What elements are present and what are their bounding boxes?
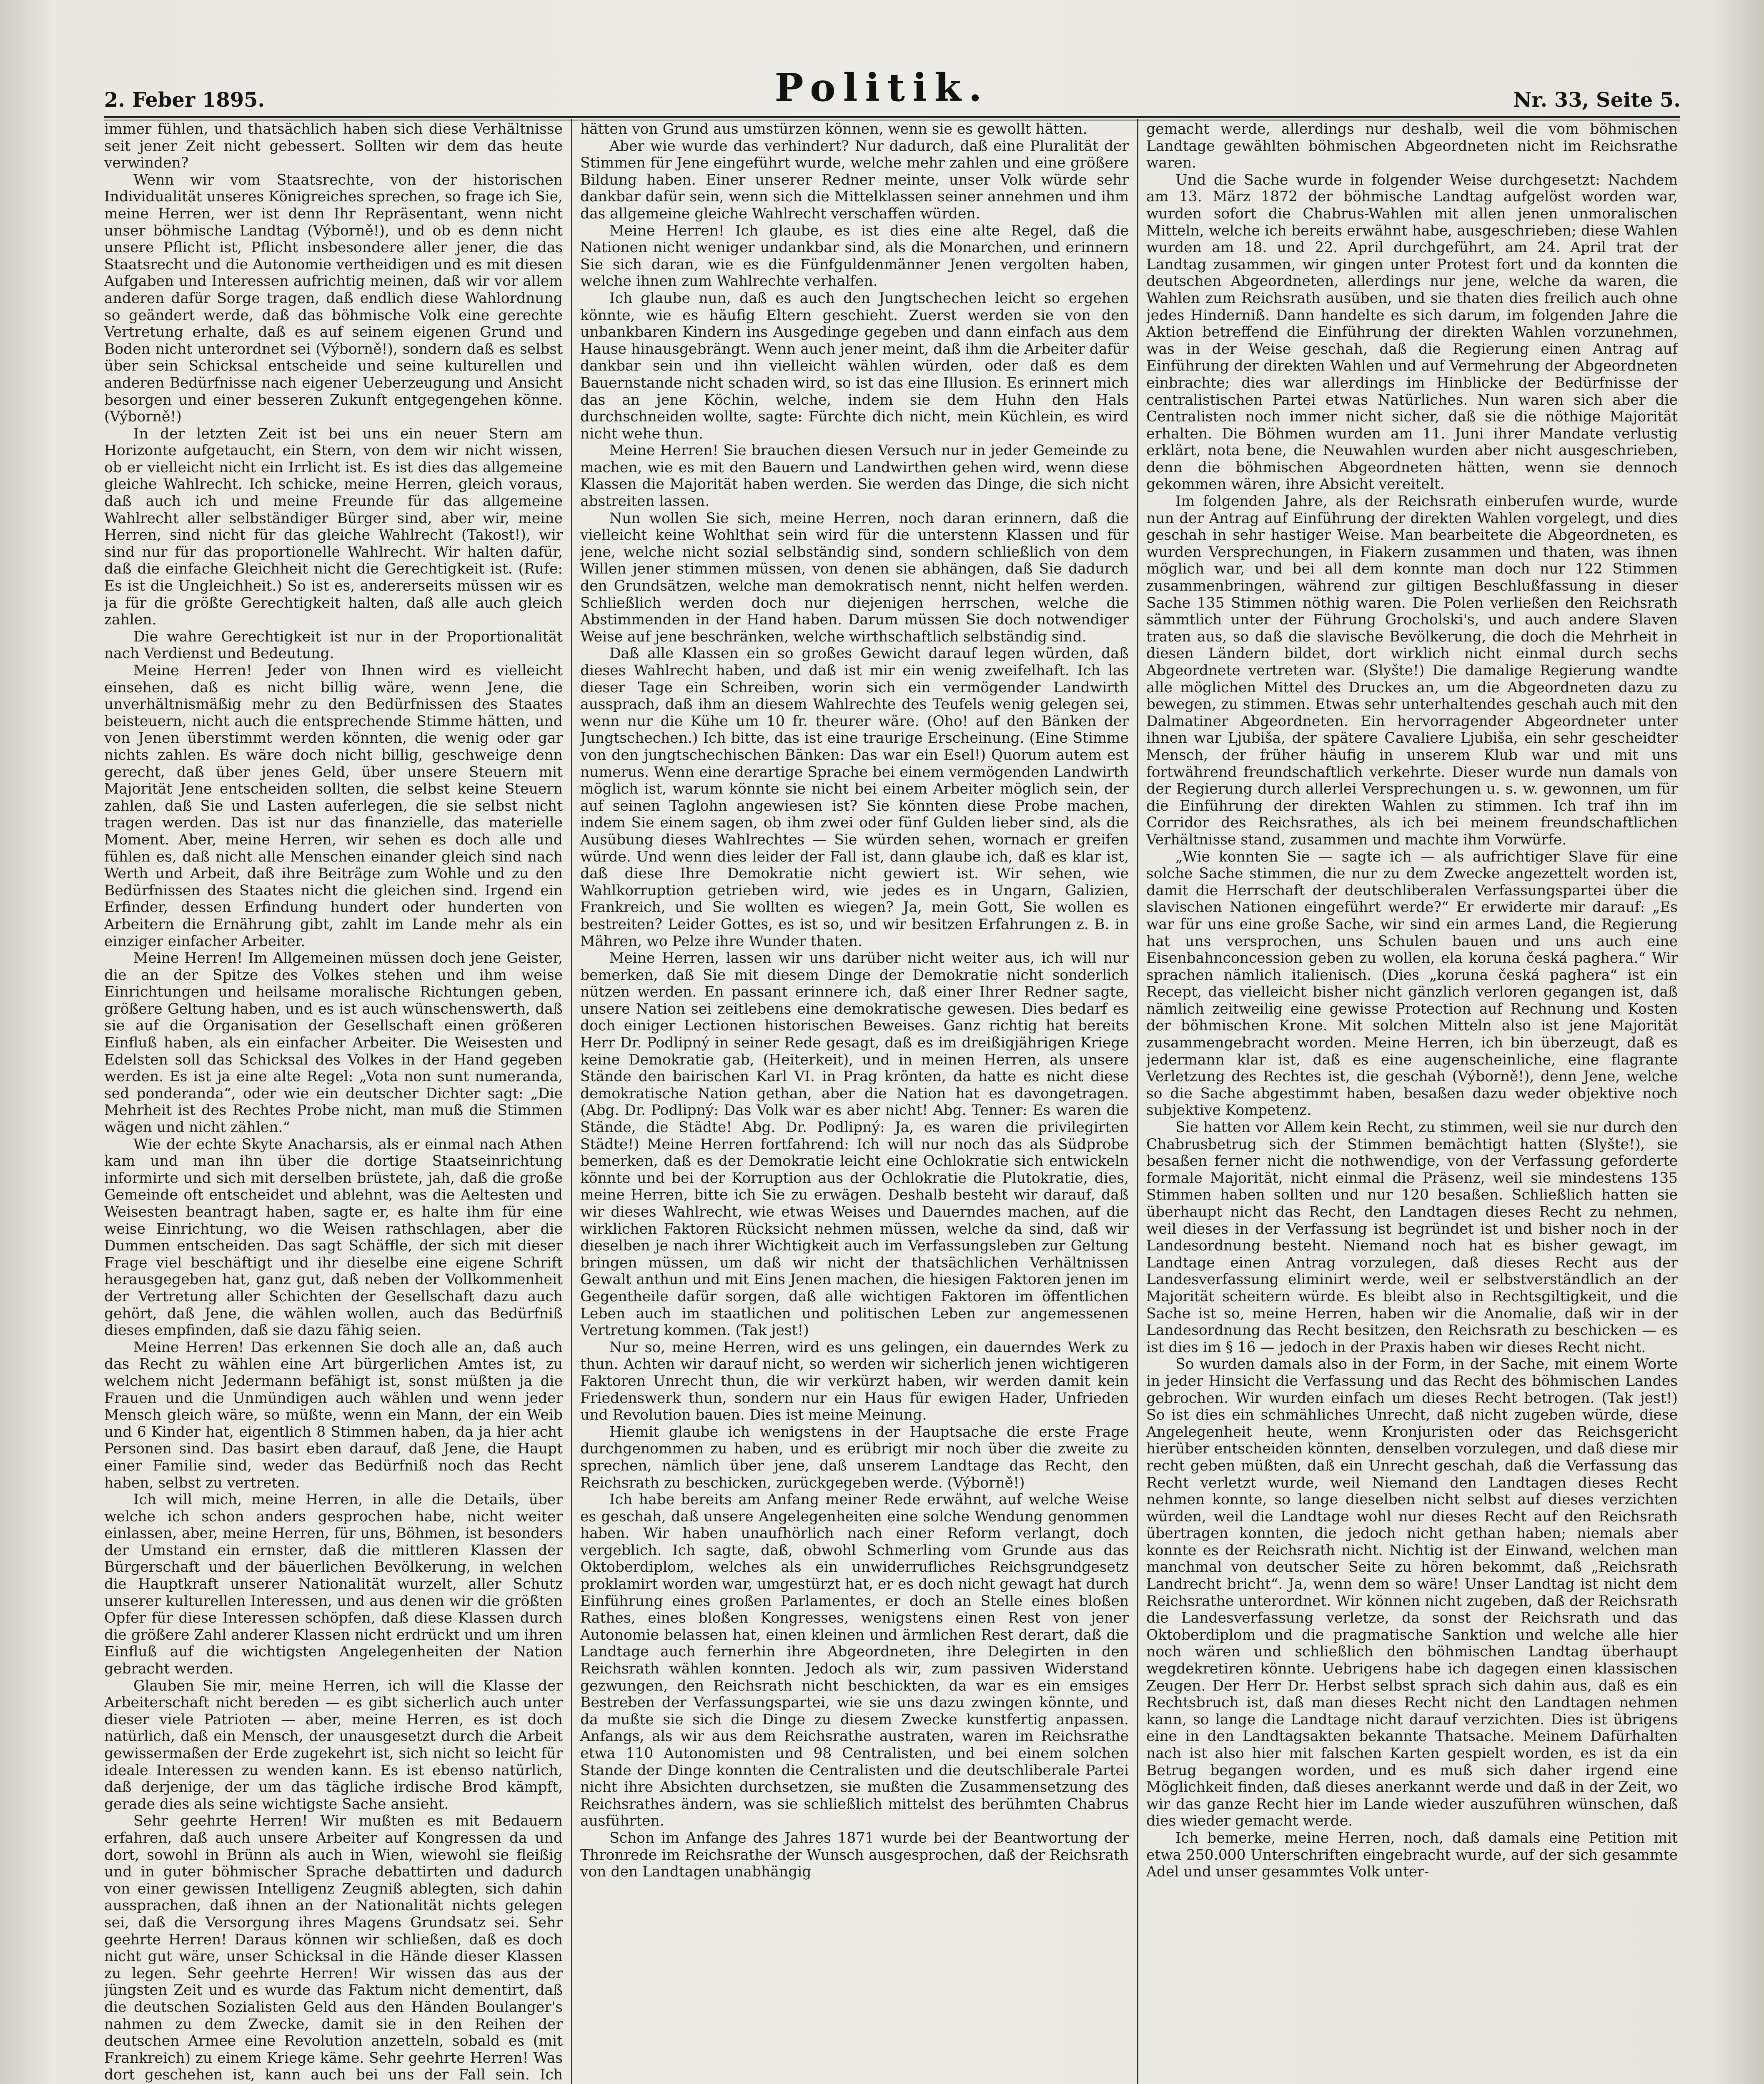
paragraph: Meine Herren! Jeder von Ihnen wird es vielleicht einsehen, daß es nicht billig wäre, wenn Jene, die unverhältnismäßig mehr zu den Bedürfnissen des Staates beisteuern, nicht auch die entsprechende Stimme hätten, und von Jenen überstimmt werden könnten, die wenig oder gar nichts zahlen. Es wäre doch nicht billig, geschweige denn gerecht, daß über jenes Geld, über unsere Steuern mit Majorität Jene entscheiden sollten, die selbst keine Steuern zahlen, daß Sie und Lasten auferlegen, die sie selbst nicht tragen werden. Das ist nur das finanzielle, das materielle Moment. Aber, meine Herren, wir sehen es doch alle und fühlen es, daß nicht alle Menschen einander gleich sind nach Werth und Arbeit, daß ihre Beiträge zum Wohle und zu den Bedürfnissen des Staates nicht die gleichen sind. Irgend ein Erfinder, dessen Erfindung hundert oder hunderten von Arbeitern die Ernährung gibt, zahlt im Lande mehr als ein einziger einfacher Arbeiter. [104,662,563,950]
header-rule [104,116,1680,120]
column-2 [580,121,1129,2084]
column-divider [571,119,572,2084]
paragraph: hätten von Grund aus umstürzen können, wenn sie es gewollt hätten. [580,121,1087,138]
paragraph: Sie hatten vor Allem kein Recht, zu stimmen, weil sie nur durch den Chabrusbetrug sich der Stimmen bemächtigt hatten (Slyšte!), sie besaßen ferner nicht die nothwendige, von der Verfassung geforderte formale Majorität, nicht einmal die Präsenz, weil sie mindestens 135 Stimmen haben sollten und nur 120 besaßen. Schließlich hatten sie überhaupt nicht das Recht, den Landtagen dieses Recht zu nehmen, weil dieses in der Verfassung ist begründet ist und bisher noch in der Landesordnung besteht. Niemand noch hat es bisher gewagt, im Landtage einen Antrag vorzulegen, daß dieses Recht aus der Landesverfassung eliminirt werde, weil er selbstverständlich an der Majorität scheitern würde. Es bleibt also in Rechtsgiltigkeit, und die Sache ist so, meine Herren, haben wir die Anomalie, daß wir in der Landesordnung das Recht besitzen, den Reichsrath zu beschicken — es ist dies im § 16 — jedoch in der Praxis haben wir dieses Recht nicht. [1146,1119,1678,1356]
paragraph: Meine Herren! Das erkennen Sie doch alle an, daß auch das Recht zu wählen eine Art bürgerlichen Amtes ist, zu welchem nicht Jedermann befähigt ist, sonst müßten ja die Frauen und die Unmündigen auch wählen und wenn jeder Mensch gleich wäre, so müßte, wenn ein Mann, der ein Weib und 6 Kinder hat, eigentlich 8 Stimmen haben, da ja hier acht Personen sind. Das basirt eben darauf, daß Jene, die Haupt einer Familie sind, weder das Bedürfniß noch das Recht haben, selbst zu vertreten. [104,1339,563,1491]
paragraph: Wenn wir vom Staatsrechte, von der historischen Individualität unseres Königreiches sprechen, so frage ich Sie, meine Herren, wer ist denn Ihr Repräsentant, wenn nicht unser böhmische Landtag (Výborně!), und ob es denn nicht unsere Pflicht ist, Pflicht insbesondere aller jener, die das Staatsrecht und die Autonomie vertheidigen und es mit diesen Aufgaben und Interessen aufrichtig meinen, daß wir vor allem anderen dafür Sorge tragen, daß endlich diese Wahlordnung so geändert werde, daß das böhmische Volk eine gerechte Vertretung erhalte, daß es auf seinem eigenen Grund und Boden nicht unterordnet sei (Výborně!), sondern daß es selbst über sein Schicksal entscheide und seine kulturellen und anderen Bedürfnisse nach eigener Ueberzeugung und Ansicht besorgen und einer besseren Zukunft entgegengehen könne. (Výborně!) [104,171,563,426]
paragraph: Wie der echte Skyte Anacharsis, als er einmal nach Athen kam und man ihn über die dortige Staatseinrichtung informirte und sich mit derselben brüstete, jah, daß die große Gemeinde oft entscheidet und ablehnt, was die Aeltesten und Weisesten beantragt haben, sagte er, es halte ihm für eine weise Einrichtung, wo die Weisen rathschlagen, aber die Dummen entscheiden. Das sagt Schäffle, der sich mit dieser Frage viel beschäftigt und ihr dieselbe eine eigene Schrift herausgegeben hat, ganz gut, daß neben der Vollkommenheit der Vertretung aller Schichten der Gesellschaft dazu auch gehört, daß Jene, die wählen wollen, auch das Bedürfniß dieses empfinden, daß sie dazu fähig seien. [104,1136,563,1339]
paragraph: Hiemit glaube ich wenigstens in der Hauptsache die erste Frage durchgenommen zu haben, und es erübrigt mir noch über die zweite zu sprechen, nämlich über jene, daß unserem Landtage das Recht, den Reichsrath zu beschicken, zurückgegeben werde. (Výborně!) [580,1423,1129,1491]
paragraph: So wurden damals also in der Form, in der Sache, mit einem Worte in jeder Hinsicht die Verfassung und das Recht des böhmischen Landes gebrochen. Wir wurden einfach um dieses Recht betrogen. (Tak jest!) So ist dies ein schmähliches Unrecht, daß nicht zugeben würde, diese Angelegenheit heute, wenn Kronjuristen oder das Reichsgericht hierüber entscheiden könnten, denselben vorzulegen, und daß diese mir recht geben müßten, daß ein Unrecht geschah, daß die Verfassung das Recht verletzt wurde, weil Niemand den Landtagen dieses Recht nehmen konnte, so lange dieselben nicht selbst auf dieses verzichten würden, weil die Landtage wohl nur dieses Recht auf den Reichsrath übertragen konnten, die jedoch nicht gethan haben; niemals aber konnte es der Reichsrath nicht. Nichtig ist der Einwand, welchen man manchmal von deutscher Seite zu hören bekommt, daß „Reichsrath Landrecht bricht“. Ja, wenn dem so wäre! Unser Landtag ist nicht dem Reichsrathe unterordnet. Wir können nicht zugeben, daß der Reichsrath die Landesverfassung verletze, da sonst der Reichsrath und das Oktoberdiplom und die pragmatische Sanktion und welche alle hier noch wären und schließlich den böhmischen Landtag überhaupt wegdekretiren könnte. Uebrigens habe ich dagegen einen klassischen Zeugen. Der Herr Dr. Herbst selbst sprach sich dahin aus, daß es ein Rechtsbruch ist, daß man dieses Recht nicht den Landtagen nehmen kann, so lange die Landtage nicht darauf verzichten. Dies ist übrigens eine in den Landtagsakten bekannte Thatsache. Meinem Dafürhalten nach ist also hier mit falschen Karten gespielt worden, es ist da ein Betrug begangen worden, und es muß sich daher irgend eine Möglichkeit finden, daß dieses anerkannt werde und daß in der Zeit, wo wir das ganze Recht hier im Lande wieder auszuführen wünschen, daß dies wieder gemacht werde. [1146,1356,1678,1830]
paragraph: Im folgenden Jahre, als der Reichsrath einberufen wurde, wurde nun der Antrag auf Einführung der direkten Wahlen vorgelegt, und dies geschah in sehr hastiger Weise. Man bearbeitete die Abgeordneten, es wurden Versprechungen, in Fiakern zusammen und thaten, was ihnen möglich war, und bei all dem konnte man doch nur 122 Stimmen zusammenbringen, während zur giltigen Beschlußfassung in dieser Sache 135 Stimmen nöthig waren. Die Polen verließen den Reichsrath sämmtlich unter der Führung Grocholski's, und auch andere Slaven traten aus, so daß die slavische Bevölkerung, die doch die Mehrheit in diesen Ländern bildet, dort wirklich nicht einmal durch sechs Abgeordnete vertreten war. (Slyšte!) Die damalige Regierung wandte alle möglichen Mittel des Druckes an, um die Abgeordneten dazu zu bewegen, zu stimmen. Etwas sehr unterhaltendes geschah auch mit den Dalmatiner Abgeordneten. Ein hervorragender Abgeordneter unter ihnen war Ljubiša, der spätere Cavaliere Ljubiša, ein sehr gescheidter Mensch, der früher häufig in unserem Klub war und mit uns fortwährend freundschaftlich verkehrte. Dieser wurde nun damals von der Regierung durch allerlei Versprechungen u. s. w. gewonnen, um für die Einführung der direkten Wahlen zu stimmen. Ich traf ihn im Corridor des Reichsrathes, als ich bei meinem freundschaftlichen Verhältnisse stand, zusammen und machte ihm Vorwürfe. [1146,493,1678,848]
paragraph: Schon im Anfange des Jahres 1871 wurde bei der Beantwortung der Thronrede im Reichsrathe der Wunsch ausgesprochen, daß der Reichsrath von den Landtagen unabhängig [580,1829,1129,1881]
column-3 [1146,121,1678,2084]
paragraph: Glauben Sie mir, meine Herren, ich will die Klasse der Arbeiterschaft nicht bereden — es gibt sicherlich auch unter dieser viele Patrioten — aber, meine Herren, es ist doch natürlich, daß ein Mensch, der unausgesetzt durch die Arbeit gewissermaßen der Erde zugekehrt ist, sich nicht so leicht für ideale Interessen zu wenden kann. Es ist ebenso natürlich, daß derjenige, der um das tägliche irdische Brod kämpft, gerade dies als seine wichtigste Sache ansieht. [104,1677,563,1813]
paragraph: Nun wollen Sie sich, meine Herren, noch daran erinnern, daß die vielleicht keine Wohlthat sein wird für die unterstenn Klassen und für jene, welche nicht sozial selbständig sind, sondern schließlich von dem Willen jener stimmen müssen, von denen sie abhängen, daß Sie dadurch den Grundsätzen, welche man demokratisch nennt, nicht helfen werden. Schließlich werden doch nur diejenigen herrschen, welche die Abstimmenden in der Hand haben. Darum müssen Sie doch notwendiger Weise auf jene beschränken, welche wirthschaftlich selbständig sind. [580,510,1129,645]
issue-date: 2. Feber 1895. [104,88,265,112]
masthead [0,63,1764,113]
paragraph: Daß alle Klassen ein so großes Gewicht darauf legen würden, daß dieses Wahlrecht haben, und daß ist mir ein wenig zweifelhaft. Ich las dieser Tage ein Schreiben, worin sich ein vermögender Landwirth aussprach, daß ihm an diesem Wahlrechte des Teufels wenig gelegen sei, wenn nur die Kühe um 10 fr. theurer wäre. (Oho! auf den Bänken der Jungtschechen.) Ich bitte, das ist eine traurige Erscheinung. (Eine Stimme von den jungtschechischen Bänken: Das war ein Esel!) Quorum autem est numerus. Wenn eine derartige Sprache bei einem vermögenden Landwirth möglich ist, warum könnte sie nicht bei einem Arbeiter möglich sein, der auf seinen Taglohn angewiesen ist? Sie könnten diese Probe machen, indem Sie einem sagen, ob ihm zwei oder fünf Gulden lieber sind, als die Ausübung dieses Wahlrechtes — Sie würden sehen, wornach er greifen würde. Und wenn dies leider der Fall ist, dann glaube ich, daß es klar ist, daß diese Ihre Demokratie nicht gewiert ist. Wir sehen, wie Wahlkorruption getrieben wird, wie jedes es in Ungarn, Galizien, Frankreich, und Sie wollten es wiegen? Ja, mein Gott, Sie wollen es bestreiten? Leider Gottes, es ist so, und wir besitzen Erfahrungen z. B. in Mähren, wo Pelze ihre Wunder thaten. [580,645,1129,950]
paragraph: Meine Herren! Sie brauchen diesen Versuch nur in jeder Gemeinde zu machen, wie es mit den Bauern und Landwirthen gehen wird, wenn diese Klassen die Majorität haben werden. Sie werden das Dinge, die sich nicht abstreiten lassen. [580,442,1129,510]
paragraph: Meine Herren! Im Allgemeinen müssen doch jene Geister, die an der Spitze des Volkes stehen und ihm weise Einrichtungen und heilsame moralische Richtungen geben, größere Geltung haben, und es ist auch wünschenswerth, daß sie auf die Organisation der Gesellschaft einen größeren Einfluß haben, als ein einfacher Arbeiter. Die Weisesten und Edelsten soll das Schicksal des Volkes in der Hand gegeben werden. Es ist ja eine alte Regel: „Vota non sunt numeranda, sed ponderanda“, oder wie ein deutscher Dichter sagt: „Die Mehrheit ist des Rechtes Probe nicht, man muß die Stimmen wägen und nicht zählen.“ [104,950,563,1136]
paragraph: Aber wie wurde das verhindert? Nur dadurch, daß eine Pluralität der Stimmen für Jene eingeführt wurde, welche mehr zahlen und eine größere Bildung haben. Einer unserer Redner meinte, unser Volk würde sehr dankbar dafür sein, wenn sich die Mittelklassen seiner annehmen und ihm das allgemeine gleiche Wahlrecht verschaffen würden. [580,138,1129,222]
paragraph: In der letzten Zeit ist bei uns ein neuer Stern am Horizonte aufgetaucht, ein Stern, von dem wir nicht wissen, ob er vielleicht nicht ein Irrlicht ist. Es ist dies das allgemeine gleiche Wahlrecht. Ich schicke, meine Herren, gleich voraus, daß auch ich und meine Freunde für das allgemeine Wahlrecht aller selbständiger Bürger sind, aber wir, meine Herren, sind nicht für das gleiche Wahlrecht (Takost!), wir sind nur für das proportionelle Wahlrecht. Wir halten dafür, daß die einfache Gleichheit nicht die Gerechtigkeit ist. (Rufe: Es ist die Ungleichheit.) So ist es, andererseits müssen wir es ja für die größte Gerechtigkeit halten, daß alle auch gleich zahlen. [104,425,563,629]
paragraph: Die wahre Gerechtigkeit ist nur in der Proportionalität nach Verdienst und Bedeutung. [104,628,563,662]
issue-number: Nr. 33, Seite 5. [1513,88,1681,112]
paragraph: gemacht werde, allerdings nur deshalb, weil die vom böhmischen Landtage gewählten böhmischen Abgeordneten nicht im Reichsrathe waren. [1146,121,1678,172]
paragraph: Ich glaube nun, daß es auch den Jungtschechen leicht so ergehen könnte, wie es häufig Eltern geschieht. Zuerst werden sie von den unbankbaren Kindern ins Ausgedinge gegeben und dann einfach aus dem Hause hinausgebrängt. Wenn auch jener meint, daß ihm die Arbeiter dafür dankbar sein und ihn vielleicht wählen würden, oder daß es dem Bauernstande nicht schaden wird, so ist das eine Illusion. Es erinnert mich das an jene Köchin, welche, indem sie dem Huhn den Hals durchschneiden wollte, sagte: Fürchte dich nicht, mein Küchlein, es wird nicht wehe thun. [580,290,1129,442]
paragraph: Ich will mich, meine Herren, in alle die Details, über welche ich schon anders gesprochen habe, nicht weiter einlassen, aber, meine Herren, für uns, Böhmen, ist besonders der Umstand ein ernster, daß die mittleren Klassen der Bürgerschaft und der bäuerlichen Bevölkerung, in welchen die Hauptkraft unserer Nationalität wurzelt, aller Schutz unserer kulturellen Interessen, und aus denen wir die größten Opfer für diese Interessen schöpfen, daß diese Klassen durch die größere Zahl anderer Klassen nicht erdrückt und um ihren Einfluß auf die wichtigsten Angelegenheiten der Nation gebracht werden. [104,1491,563,1678]
paragraph: Ich bemerke, meine Herren, noch, daß damals eine Petition mit etwa 250.000 Unterschriften eingebracht wurde, auf der sich gesammte Adel und unser gesammtes Volk unter- [1146,1829,1678,1881]
paragraph: „Wie konnten Sie — sagte ich — als aufrichtiger Slave für eine solche Sache stimmen, die nur zu dem Zwecke angezettelt worden ist, damit die Herrschaft der deutschliberalen Verfassungspartei über die slavischen Nationen eingeführt werde?“ Er erwiderte mir darauf: „Es war für uns eine große Sache, wir sind ein armes Land, die Regierung hat uns versprochen, uns Schulen bauen und uns auch eine Eisenbahnconcession geben zu wollen, ela koruna česká paghera.“ Wir sprachen nämlich italienisch. (Dies „koruna česká paghera“ ist ein Recept, das vielleicht bisher nicht gänzlich verloren gegangen ist, daß nämlich zeitweilig eine gewisse Protection auf Rechnung und Kosten der böhmischen Krone. Mit solchen Mitteln also ist jene Majorität zusammengebracht worden. Meine Herren, ich bin überzeugt, daß es jedermann klar ist, daß es eine augenscheinliche, eine flagrante Verletzung des Rechtes ist, die geschah (Výborně!), denn Jene, welche so die Sache abgestimmt haben, besaßen dazu weder objektive noch subjektive Kompetenz. [1146,848,1678,1119]
paragraph: Und die Sache wurde in folgender Weise durchgesetzt: Nachdem am 13. März 1872 der böhmische Landtag aufgelöst worden war, wurden sofort die Chabrus-Wahlen mit allen jenen unmoralischen Mitteln, welche ich bereits erwähnt habe, ausgeschrieben; diese Wahlen wurden am 18. und 22. April durchgeführt, am 24. April trat der Landtag zusammen, wir gingen unter Protest fort und da konnten die deutschen Abgeordneten, allerdings nur jene, welche da waren, die Wahlen zum Reichsrath ausüben, und sie thaten dies freilich auch ohne jedes Hinderniß. Dann handelte es sich darum, im folgenden Jahre die Aktion betreffend die Einführung der direkten Wahlen vorzunehmen, was in der Weise geschah, daß die Regierung einen Antrag auf Einführung der direkten Wahlen und auf Vermehrung der Abgeordneten einbrachte; dies war allerdings im Hinblicke der Bedürfnisse der centralistischen Partei etwas Natürliches. Nun waren sich aber die Centralisten noch immer nicht sicher, daß sie die nöthige Majorität erhalten. Die Böhmen wurden am 11. Juni ihrer Mandate verlustig erklärt, nota bene, die Neuwahlen wurden aber nicht ausgeschrieben, denn die böhmischen Abgeordneten hätten, wenn sie dennoch gekommen wären, ihre Absicht vereitelt. [1146,171,1678,493]
paragraph: Ich habe bereits am Anfang meiner Rede erwähnt, auf welche Weise es geschah, daß unsere Angelegenheiten eine solche Wendung genommen haben. Wir haben unaufhörlich nach einer Reform verlangt, doch vergeblich. Ich sagte, daß, obwohl Schmerling vom Grunde aus das Oktoberdiplom, welches als ein unwiderrufliches Reichsgrundgesetz proklamirt worden war, umgestürzt hat, er es doch nicht gewagt hat durch Einführung eines großen Parlamentes, er doch an Stelle eines bloßen Rathes, eines bloßen Kongresses, wenigstens einen Rest von jener Autonomie belassen hat, einen kleinen und ärmlichen Rest derart, daß die Landtage auch fernerhin ihre Abgeordneten, ihre Delegirten in den Reichsrath wählen konnten. Jedoch als wir, zum passiven Widerstand gezwungen, den Reichsrath nicht beschickten, da war es ein emsiges Bestreben der Verfassungspartei, wie sie uns dazu zwingen könnte, und da mußte sie sich die Dinge zu diesem Zwecke kunstfertig anpassen. Anfangs, als wir aus dem Reichsrathe austraten, waren im Reichsrathe etwa 110 Autonomisten und 98 Centralisten, und bei einem solchen Stande der Dinge konnten die Centralisten und die deutschliberale Partei nicht ihre Absichten durchsetzen, sie mußten die Zusammensetzung des Reichsrathes ändern, was sie schließlich mittelst des berühmten Chabrus ausführten. [580,1491,1129,1830]
column-1 [104,121,563,2084]
paragraph: immer fühlen, und thatsächlich haben sich diese Verhältnisse seit jener Zeit nicht gebessert. Sollten wir dem das heute verwinden? [104,121,563,172]
paragraph: Meine Herren, lassen wir uns darüber nicht weiter aus, ich will nur bemerken, daß Sie mit diesem Dinge der Demokratie nicht sonderlich nützen werden. En passant erinnere ich, daß einer Ihrer Redner sagte, unsere Nation sei zeitlebens eine demokratische gewesen. Dies bedarf es doch einiger Lectionen historischen Beweises. Ganz richtig hat bereits Herr Dr. Podlipný in seiner Rede gesagt, daß es im dreißigjährigen Kriege keine Demokratie gab, (Heiterkeit), und in meinen Herren, als unsere Stände den bairischen Karl VI. in Prag krönten, da hatte es nicht diese demokratische Nation gethan, aber die Nation hat es davongetragen. (Abg. Dr. Podlipný: Das Volk war es aber nicht! Abg. Tenner: Es waren die Stände, die Städte! Abg. Dr. Podlipný: Ja, es waren die privilegirten Städte!) Meine Herren fortfahrend: Ich will nur noch das als Südprobe bemerken, daß es der Demokratie leicht eine Ochlokratie sich entwickeln könnte und bei der Korruption aus der Ochlokratie die Plutokratie, dies, meine Herren, bitte ich Sie zu erwägen. Deshalb besteht wir darauf, daß wir dieses Wahlrecht, wie etwas Weises und Dauerndes machen, auf die wirklichen Faktoren Rücksicht nehmen müssen, welche da sind, daß wir dieselben je nach ihrer Wichtigkeit auch im Verfassungsleben zur Geltung bringen müssen, um daß wir nicht der thatsächlichen Verhältnissen Gewalt anthun und mit Eins Jenen machen, die hiesigen Faktoren jenen im Gegentheile dafür sorgen, daß alle wichtigen Faktoren im öffentlichen Leben auch im staatlichen und politischen Leben zur angemessenen Vertretung kommen. (Tak jest!) [580,950,1129,1339]
paragraph: Meine Herren! Ich glaube, es ist dies eine alte Regel, daß die Nationen nicht weniger undankbar sind, als die Monarchen, und erinnern Sie sich daran, wie es die Fünfguldenmänner Jenen vergolten haben, welche ihnen zum Wahlrechte verhalfen. [580,222,1129,290]
paragraph: Sehr geehrte Herren! Wir mußten es mit Bedauern erfahren, daß auch unsere Arbeiter auf Kongressen da und dort, sowohl in Brünn als auch in Wien, wiewohl sie fleißig und in guter böhmischer Sprache debattirten und dadurch von einer gewissen Intelligenz Zeugniß ablegten, sich dahin aussprachen, daß ihnen an der Nationalität nichts gelegen sei, daß die Versorgung ihres Magens Grundsatz sei. Sehr geehrte Herren! Daraus können wir schließen, daß es doch nicht gut wäre, unser Schicksal in die Hände dieser Klassen zu legen. Sehr geehrte Herren! Wir wissen das aus der jüngsten Zeit und es wurde das Faktum nicht dementirt, daß die deutschen Sozialisten Geld aus den Händen Boulanger's nahmen zu dem Zwecke, damit sie in den Reihen der deutschen Armee eine Revolution anzetteln, sobald es (mit Frankreich) zu einem Kriege käme. Sehr geehrte Herren! Was dort geschehen ist, kann auch bei uns der Fall sein. Ich [104,1813,563,2084]
paragraph: Nur so, meine Herren, wird es uns gelingen, ein dauerndes Werk zu thun. Achten wir darauf nicht, so werden wir sicherlich jenen wichtigeren Faktoren Unrecht thun, die wir verkürzt haben, wir werden damit kein Friedenswerk thun, sondern nur ein Haus für ewigen Hader, Unfrieden und Revolution bauen. Dies ist meine Meinung. [580,1339,1129,1424]
column-divider [1137,119,1138,2084]
section-title: Politik. [774,65,990,110]
